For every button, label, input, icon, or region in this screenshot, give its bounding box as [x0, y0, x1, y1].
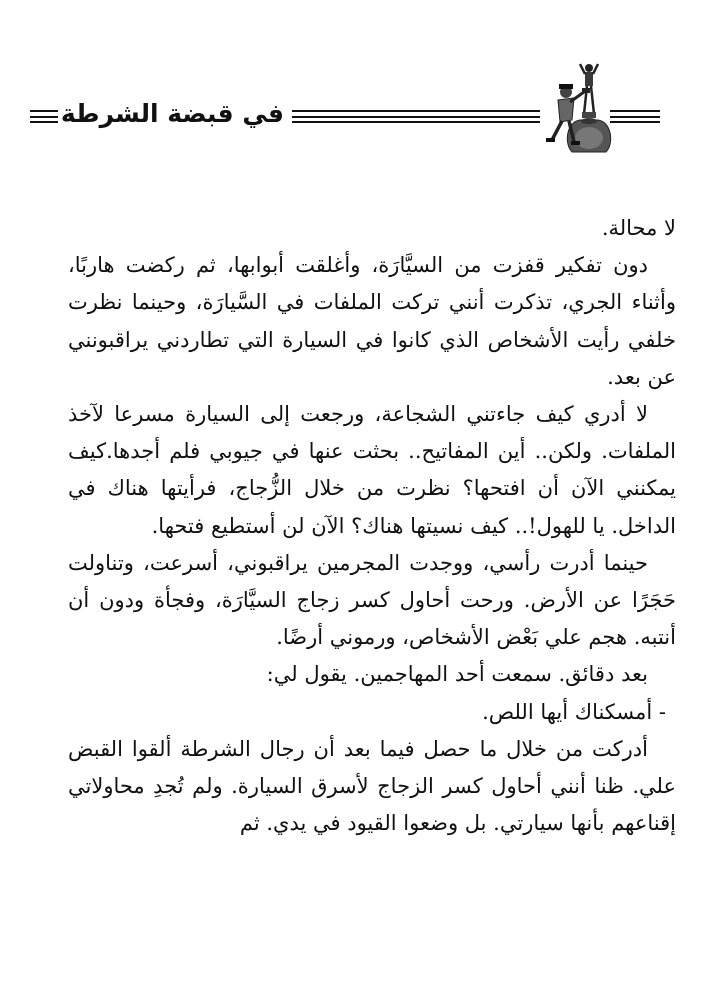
paragraph: لا محالة.: [601, 216, 676, 240]
decorative-rule-left: [30, 110, 58, 123]
decorative-rule-right: [610, 110, 660, 123]
chapter-header: [30, 58, 660, 153]
decorative-rule-middle: [292, 110, 540, 123]
paragraph: لا أدري كيف جاءتني الشجاعة، ورجعت إلى السيارة مسرعا لآخذ الملفات. ولكن.. أين المفاتيح.. بحثت عنها في جيوبي فلم أجدها.كيف يمكنني الآن أن افتحها؟ نظرت من خلال الزُّجاج، فرأيتها هناك في الداخل. يا للهول!.. كيف نسيتها هناك؟ الآن لن أستطيع فتحها.: [68, 402, 676, 538]
chapter-title: في قبضة الشرطة: [60, 99, 284, 128]
dialogue-line: - أمسكناك أيها اللص.: [482, 699, 666, 724]
paragraph: بعد دقائق. سمعت أحد المهاجمين. يقول لي:: [266, 662, 648, 687]
paragraph: حينما أدرت رأسي، ووجدت المجرمين يراقبوني، أسرعت، وتناولت حَجَرًا عن الأرض. ورحت أحاول كسر زجاج السيَّارَة، وفجأة ودون أن أنتبه. هجم علي بَعْض الأشخاص، ورموني أرضًا.: [68, 550, 676, 650]
police-officer-and-thief-illustration: [540, 58, 612, 153]
paragraph: دون تفكير قفزت من السيَّارَة، وأغلقت أبوابها، ثم ركضت هاربًا، وأثناء الجري، تذكرت أنني تركت الملفات في السَّيارَة، وحينما نظرت خلفي رأيت الأشخاص الذي كانوا في السيارة التي تطاردني يراقبونني عن بعد.: [68, 253, 676, 389]
story-body: [68, 210, 676, 842]
paragraph: أدركت من خلال ما حصل فيما بعد أن رجال الشرطة ألقوا القبض علي. ظنا أنني أحاول كسر الزجاج لأسرق السيارة. ولم تُجدِ محاولاتي إقناعهم بأنها سيارتي. بل وضعوا القيود في يدي. ثم: [68, 736, 676, 836]
